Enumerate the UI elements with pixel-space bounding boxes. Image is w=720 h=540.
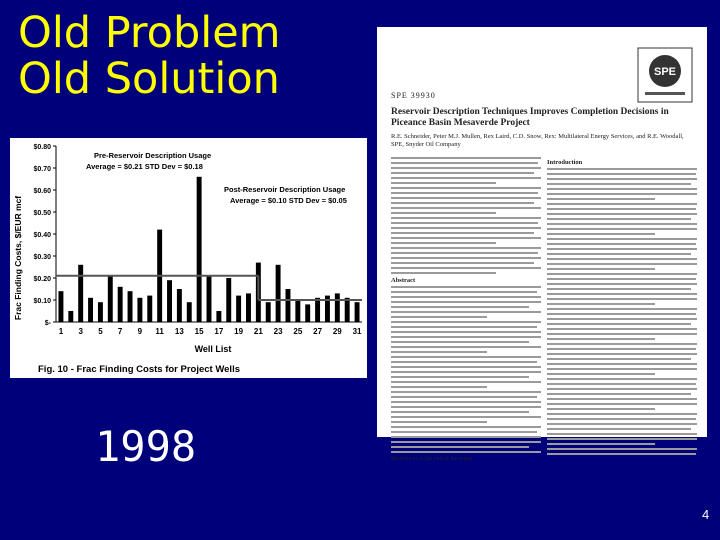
paper-text-line (547, 243, 696, 245)
paper-text-line (391, 316, 487, 318)
paper-text-line (547, 178, 697, 180)
paper-text-line (547, 433, 697, 435)
paper-text-line (547, 403, 697, 405)
x-tick-label: 17 (214, 327, 224, 336)
bar (68, 311, 73, 322)
paper-text-line (547, 323, 691, 325)
paper-text-line (547, 193, 697, 195)
paper-text-line (547, 313, 696, 315)
paper-text-line (391, 406, 541, 408)
paper-text-line (391, 252, 538, 254)
bar (315, 298, 320, 322)
y-tick-label: $0.60 (33, 188, 51, 195)
y-tick-label: $0.20 (33, 276, 51, 283)
x-axis-label: Well List (194, 344, 232, 354)
paper-text-line (391, 331, 541, 333)
x-tick-label: 25 (293, 327, 303, 336)
bar (147, 296, 152, 322)
paper-text-line (547, 423, 697, 425)
paper-text-line (547, 268, 655, 270)
paper-text-line (391, 326, 537, 328)
paper-text-line (547, 188, 697, 190)
title-line-2: Old Solution (18, 54, 280, 104)
paper-text-line (547, 358, 691, 360)
paper-right-column (547, 157, 697, 458)
paper-text-line (391, 237, 541, 239)
paper-text-line (547, 258, 697, 260)
bar (216, 311, 221, 322)
paper-text-line (391, 187, 541, 189)
paper-text-line (547, 238, 697, 240)
y-tick-label: $- (44, 320, 51, 327)
paper-footer-note: References at the end of the paper (391, 456, 473, 462)
x-tick-label: 3 (78, 327, 83, 336)
bar-chart (10, 138, 367, 378)
title-line-1: Old Problem (18, 8, 281, 58)
paper-text-line (391, 242, 496, 244)
bar (187, 302, 192, 322)
x-tick-label: 23 (273, 327, 283, 336)
x-tick-label: 1 (58, 327, 64, 336)
y-tick-label: $0.80 (33, 144, 51, 151)
paper-text-line (547, 223, 697, 225)
bar (88, 298, 93, 322)
paper-text-line (547, 418, 696, 420)
paper-text-line (547, 408, 655, 410)
paper-text-line (391, 247, 541, 249)
x-tick-label: 21 (253, 327, 263, 336)
paper-text-line (391, 212, 496, 214)
paper-text-line (391, 386, 487, 388)
paper-text-line (547, 343, 697, 345)
bar (108, 276, 113, 322)
paper-text-line (391, 341, 529, 343)
paper-text-line (391, 426, 541, 428)
y-tick-label: $0.30 (33, 254, 51, 261)
paper-thumbnail (377, 27, 707, 462)
figure-caption: Fig. 10 - Frac Finding Costs for Project Wells (38, 364, 240, 375)
paper-text-line (547, 398, 697, 400)
paper-text-line (391, 272, 496, 274)
paper-text-line (547, 453, 696, 455)
paper-text-line (547, 448, 697, 450)
paper-text-line (547, 198, 655, 200)
paper-text-line (391, 192, 538, 194)
paper-text-line (547, 253, 691, 255)
paper-text-line (391, 172, 534, 174)
y-axis-label: Frac Finding Costs, $/EUR mcf (13, 195, 23, 321)
x-tick-label: 29 (332, 327, 342, 336)
paper-text-line (391, 431, 537, 433)
paper-text-line (391, 411, 529, 413)
paper-text-line (391, 232, 534, 234)
paper-text-line (391, 361, 537, 363)
paper-text-line (547, 388, 697, 390)
paper-text-line (391, 321, 541, 323)
bar (355, 302, 360, 322)
bar (98, 302, 103, 322)
paper-authors: R.E. Schneider, Peter M.J. Mullen, Rex Laird, C.D. Snow, Rex: Multilateral Energy Services, and R.E. Woodall, SPE, Snyder Oil Company (391, 133, 684, 148)
paper-text-line (547, 203, 697, 205)
paper-text-line (391, 366, 541, 368)
paper-text-line (547, 298, 697, 300)
x-tick-label: 13 (174, 327, 184, 336)
paper-text-line (547, 283, 697, 285)
paper-text-line (391, 336, 541, 338)
chart-figure (10, 138, 367, 378)
paper-text-line (391, 202, 534, 204)
year-label: 1998 (95, 422, 197, 471)
bar (128, 291, 133, 322)
paper-text-line (391, 182, 496, 184)
paper-text-line (547, 428, 691, 430)
bar (305, 304, 310, 322)
paper-text-line (391, 207, 541, 209)
paper-text-line (391, 286, 541, 288)
paper-text-line (391, 376, 529, 378)
bar (295, 300, 300, 322)
paper-text-line (391, 222, 538, 224)
paper-text-line (547, 338, 655, 340)
paper-text-line (547, 348, 696, 350)
paper-text-line (547, 413, 697, 415)
bar (177, 289, 182, 322)
paper-text-line (547, 288, 691, 290)
bar (226, 278, 231, 322)
paper-text-line (547, 233, 655, 235)
paper-text-line (391, 396, 537, 398)
paper-text-line (391, 306, 529, 308)
page-number: 4 (702, 507, 710, 522)
bar (266, 302, 271, 322)
paper-text-line (391, 217, 541, 219)
x-tick-label: 31 (352, 327, 362, 336)
paper-text-line (391, 351, 487, 353)
paper-text-line (547, 248, 697, 250)
average-annotation-stats: Average = $0.10 STD Dev = $0.05 (230, 196, 347, 205)
paper-text-line (547, 363, 697, 365)
bar (167, 280, 172, 322)
paper-text-line (391, 197, 541, 199)
paper-text-line (547, 213, 697, 215)
paper-text-line (391, 371, 541, 373)
paper-text-line (547, 353, 697, 355)
paper-intro-heading: Introduction (547, 159, 583, 166)
paper-text-line (391, 346, 541, 348)
paper-text-line (391, 262, 534, 264)
y-tick-label: $0.50 (33, 210, 51, 217)
paper-text-line (391, 167, 541, 169)
x-tick-label: 7 (117, 327, 123, 336)
paper-text-line (547, 228, 697, 230)
spe-logo-icon (637, 47, 693, 103)
paper-text-line (391, 381, 541, 383)
bar (286, 289, 291, 322)
y-tick-label: $0.70 (33, 166, 51, 173)
y-tick-label: $0.40 (33, 232, 51, 239)
x-tick-label: 19 (234, 327, 244, 336)
bar (246, 293, 251, 322)
bar (58, 291, 63, 322)
x-tick-label: 15 (194, 327, 204, 336)
x-tick-label: 11 (155, 327, 164, 336)
paper-text-line (391, 157, 541, 159)
paper-text-line (391, 421, 487, 423)
bar (118, 287, 123, 322)
paper-text-line (391, 446, 529, 448)
paper-text-line (547, 328, 697, 330)
paper-text-line (391, 451, 541, 453)
bar (137, 298, 142, 322)
paper-text-line (547, 273, 697, 275)
paper-text-line (391, 311, 541, 313)
average-annotation-title: Post-Reservoir Description Usage (224, 185, 346, 194)
paper-text-line (391, 257, 541, 259)
paper-text-line (547, 378, 697, 380)
paper-text-line (391, 296, 541, 298)
paper-text-line (547, 263, 697, 265)
paper-text-line (547, 318, 697, 320)
bar (236, 296, 241, 322)
paper-text-line (547, 168, 697, 170)
bar (197, 177, 202, 322)
average-annotation-stats: Average = $0.21 STD Dev = $0.18 (86, 162, 203, 171)
x-tick-label: 27 (313, 327, 323, 336)
bar (276, 265, 281, 322)
paper-text-line (547, 293, 697, 295)
paper-text-line (391, 267, 541, 269)
paper-text-line (391, 291, 537, 293)
paper-text-line (391, 401, 541, 403)
paper-text-line (547, 183, 691, 185)
svg-text:SPE: SPE (653, 66, 677, 78)
paper-text-line (391, 391, 541, 393)
paper-text-line (391, 177, 541, 179)
paper-text-line (391, 356, 541, 358)
paper-text-line (391, 162, 538, 164)
paper-text-line (391, 227, 541, 229)
slide-title (18, 10, 281, 102)
bar (345, 298, 350, 322)
paper-text-line (547, 438, 697, 440)
paper-text-line (391, 441, 541, 443)
paper-title: Reservoir Description Techniques Improves Completion Decisions in Piceance Basin Mesaverde Project (391, 107, 669, 128)
y-tick-label: $0.10 (33, 298, 51, 305)
paper-text-line (547, 443, 655, 445)
paper-text-line (547, 383, 696, 385)
paper-text-line (547, 393, 691, 395)
paper-text-line (547, 218, 691, 220)
paper-text-line (391, 301, 541, 303)
bar (207, 276, 212, 322)
paper-text-line (547, 303, 655, 305)
paper-spe-number: SPE 39930 (391, 91, 436, 100)
paper-text-line (547, 208, 696, 210)
paper-text-line (547, 278, 696, 280)
paper-text-line (547, 368, 697, 370)
paper-left-column (391, 157, 541, 465)
bar (335, 293, 340, 322)
paper-text-line (547, 373, 655, 375)
paper-text-line (547, 333, 697, 335)
paper-abstract-heading: Abstract (391, 277, 416, 284)
bar (78, 265, 83, 322)
paper-text-line (391, 416, 541, 418)
paper-text-line (547, 308, 697, 310)
average-annotation-title: Pre-Reservoir Description Usage (94, 151, 212, 160)
x-tick-label: 9 (137, 327, 143, 336)
paper-text-line (391, 436, 541, 438)
paper-text-line (547, 173, 696, 175)
x-tick-label: 5 (98, 327, 103, 336)
